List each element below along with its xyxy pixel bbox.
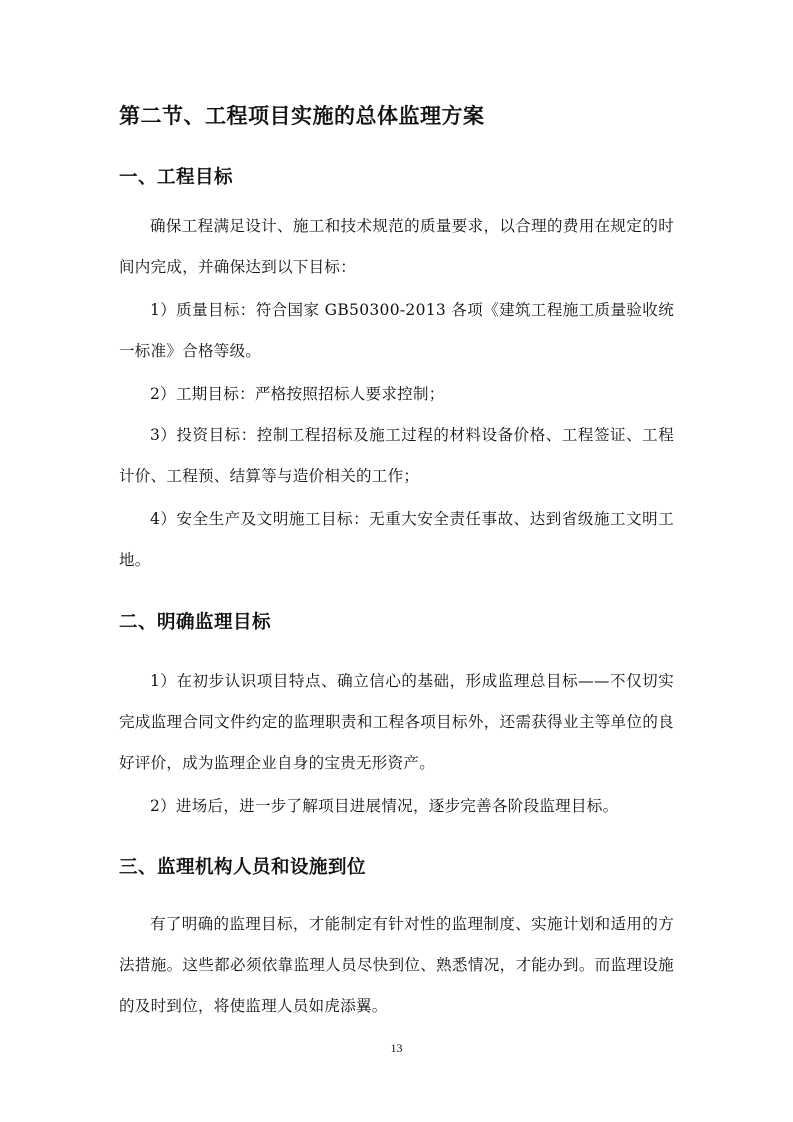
paragraph-quality-goal: 1）质量目标：符合国家 GB50300-2013 各项《建筑工程施工质量验收统一标准》合格等级。 [119, 301, 674, 360]
paragraph-overall-supervision-goal: 1）在初步认识项目特点、确立信心的基础，形成监理总目标——不仅切实完成监理合同文件约定的监理职责和工程各项目标外，还需获得业主等单位的良好评价，成为监理企业自身的宝贵无形资产。 [119, 672, 674, 772]
paragraph-safety-goal: 4）安全生产及文明施工目标：无重大安全责任事故、达到省级施工文明工地。 [119, 510, 674, 569]
paragraph-schedule-goal: 2）工期目标：严格按照招标人要求控制； [150, 385, 445, 403]
paragraph-stage-goals: 2）进场后，进一步了解项目进展情况，逐步完善各阶段监理目标。 [150, 797, 619, 815]
heading-supervision-goals: 二、明确监理目标 [119, 612, 272, 633]
heading-project-goals: 一、工程目标 [119, 167, 234, 188]
page-number: 13 [390, 1041, 403, 1055]
heading-staff-and-facilities: 三、监理机构人员和设施到位 [119, 857, 367, 878]
paragraph-staff-and-facilities: 有了明确的监理目标，才能制定有针对性的监理制度、实施计划和适用的方法措施。这些都必须依靠监理人员尽快到位、熟悉情况，才能办到。而监理设施的及时到位，将使监理人员如虎添翼。 [119, 915, 674, 1015]
section-title: 第二节、工程项目实施的总体监理方案 [119, 104, 485, 128]
paragraph-project-goals-intro: 确保工程满足设计、施工和技术规范的质量要求，以合理的费用在规定的时间内完成，并确保达到以下目标： [119, 217, 674, 276]
paragraph-investment-goal: 3）投资目标：控制工程招标及施工过程的材料设备价格、工程签证、工程计价、工程预、结算等与造价相关的工作； [119, 426, 674, 485]
